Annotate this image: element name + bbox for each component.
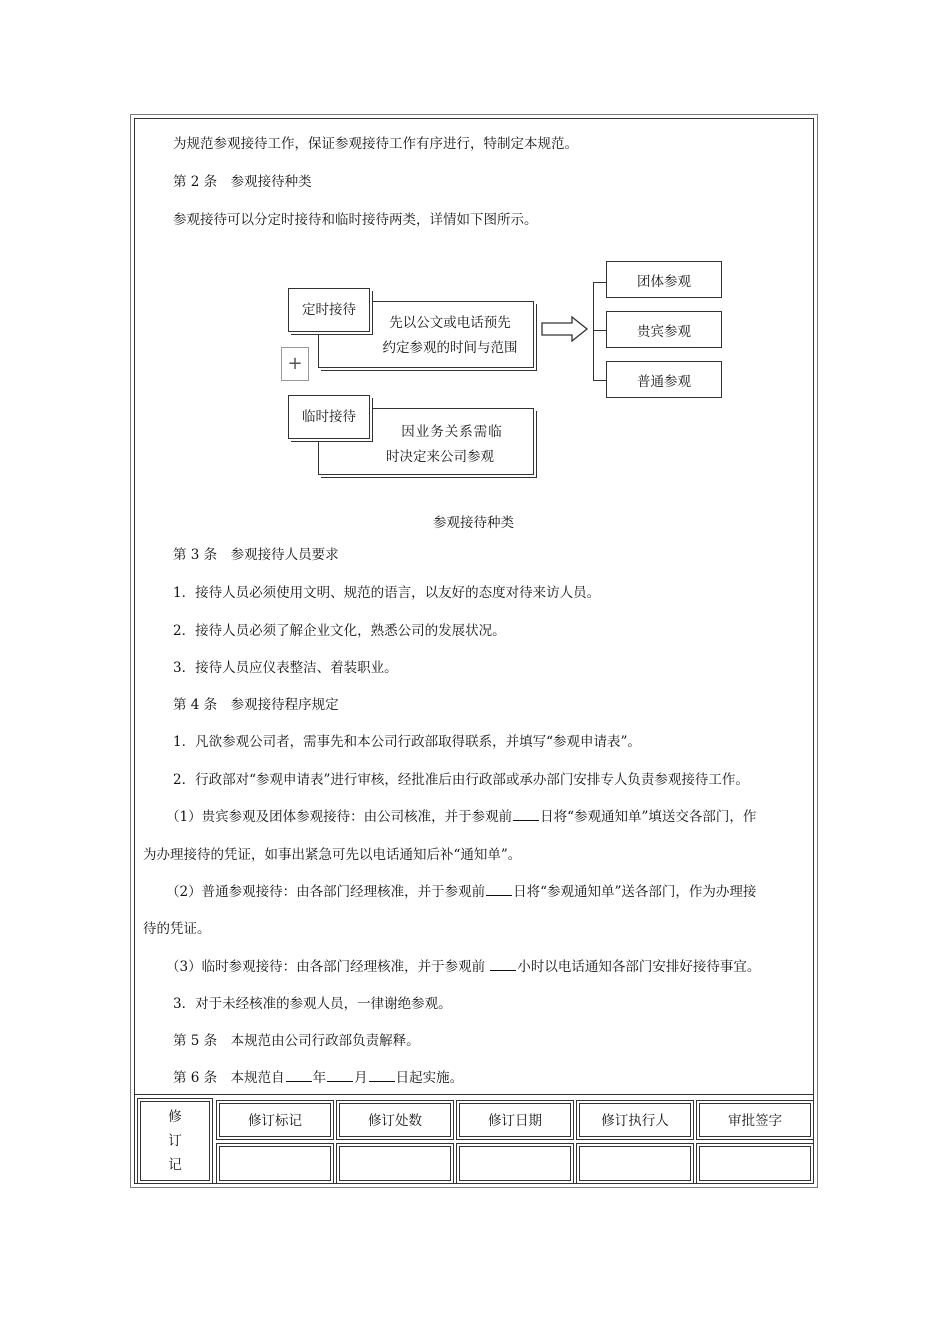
- article-6: 第 6 条 本规范自 年 月 日起实施。: [173, 1070, 464, 1086]
- article-2-text: 参观接待可以分定时接待和临时接待两类，详情如下图所示。: [173, 212, 538, 228]
- blank-day[interactable]: [369, 1069, 395, 1082]
- blank-month[interactable]: [327, 1069, 353, 1082]
- revision-divider: [134, 1094, 814, 1095]
- article-4-item-1: 1．凡欲参观公司者，需事先和本公司行政部取得联系，并填写“参观申请表”。: [173, 734, 641, 750]
- article-3-item-1: 1．接待人员必须使用文明、规范的语言，以友好的态度对待来访人员。: [173, 585, 601, 601]
- cell-revision-date[interactable]: [456, 1143, 574, 1184]
- bracket-tick-3: [593, 380, 607, 381]
- article-2-title: 第 2 条 参观接待种类: [173, 174, 312, 190]
- blank-hours[interactable]: [490, 958, 516, 971]
- cell-revision-executor[interactable]: [576, 1143, 694, 1184]
- article-4-sub-1-cont: 为办理接待的凭证，如事出紧急可先以电话通知后补“通知单”。: [143, 847, 522, 863]
- header-revision-count: 修订处数: [336, 1100, 454, 1140]
- expand-plus-icon[interactable]: +: [281, 347, 309, 381]
- article-4-item-3: 3．对于未经核准的参观人员，一律谢绝参观。: [173, 996, 452, 1012]
- article-4-sub-1: （1）贵宾参观及团体参观接待：由公司核准，并于参观前 日将“参观通知单”填送交各部门，作: [166, 809, 757, 825]
- cell-approval-signature[interactable]: [696, 1143, 814, 1184]
- intro-paragraph: 为规范参观接待工作，保证参观接待工作有序进行，特制定本规范。: [173, 136, 578, 152]
- header-revision-executor: 修订执行人: [576, 1100, 694, 1140]
- article-4-sub-2: （2）普通参观接待：由各部门经理核准，并于参观前 日将“参观通知单”送各部门，作为办理接: [166, 884, 757, 900]
- temporary-label: 临时接待: [302, 409, 356, 425]
- scheduled-desc-line-1: 先以公文或电话预先: [389, 315, 511, 331]
- header-revision-date: 修订日期: [456, 1100, 574, 1140]
- article-3-title: 第 3 条 参观接待人员要求: [173, 547, 339, 563]
- bracket-tick-1: [593, 282, 607, 283]
- cell-revision-count[interactable]: [336, 1143, 454, 1184]
- header-revision-mark: 修订标记: [216, 1100, 334, 1140]
- article-5: 第 5 条 本规范由公司行政部负责解释。: [173, 1033, 420, 1049]
- blank-year[interactable]: [286, 1069, 312, 1082]
- article-3-item-2: 2．接待人员必须了解企业文化，熟悉公司的发展状况。: [173, 623, 506, 639]
- temporary-desc-line-2: 时决定来公司参观: [386, 449, 494, 465]
- scheduled-desc-line-2: 约定参观的时间与范围: [382, 340, 518, 356]
- blank-days-2[interactable]: [486, 883, 512, 896]
- blank-days-1[interactable]: [513, 808, 539, 821]
- diagram-caption: 参观接待种类: [433, 515, 514, 531]
- type-group-label: 团体参观: [637, 274, 691, 290]
- type-vip-label: 贵宾参观: [637, 324, 691, 340]
- bracket-vertical: [593, 282, 594, 381]
- revision-row-label: 修 订 记: [137, 1098, 213, 1184]
- right-arrow-icon: [540, 314, 590, 344]
- bracket-tick-2: [593, 330, 607, 331]
- temporary-desc-line-1: 因业务关系需临: [401, 424, 503, 440]
- article-4-sub-3: （3）临时参观接待：由各部门经理核准，并于参观前 小时以电话通知各部门安排好接待事宜。: [166, 959, 761, 975]
- scheduled-label: 定时接待: [302, 302, 356, 318]
- type-regular-label: 普通参观: [637, 374, 691, 390]
- header-approval-signature: 审批签字: [696, 1100, 814, 1140]
- cell-revision-mark[interactable]: [216, 1143, 334, 1184]
- article-4-sub-2-cont: 待的凭证。: [143, 921, 211, 937]
- article-4-item-2: 2．行政部对“参观申请表”进行审核，经批准后由行政部或承办部门安排专人负责参观接待工作。: [173, 772, 749, 788]
- article-3-item-3: 3．接待人员应仪表整洁、着装职业。: [173, 660, 398, 676]
- article-4-title: 第 4 条 参观接待程序规定: [173, 697, 339, 713]
